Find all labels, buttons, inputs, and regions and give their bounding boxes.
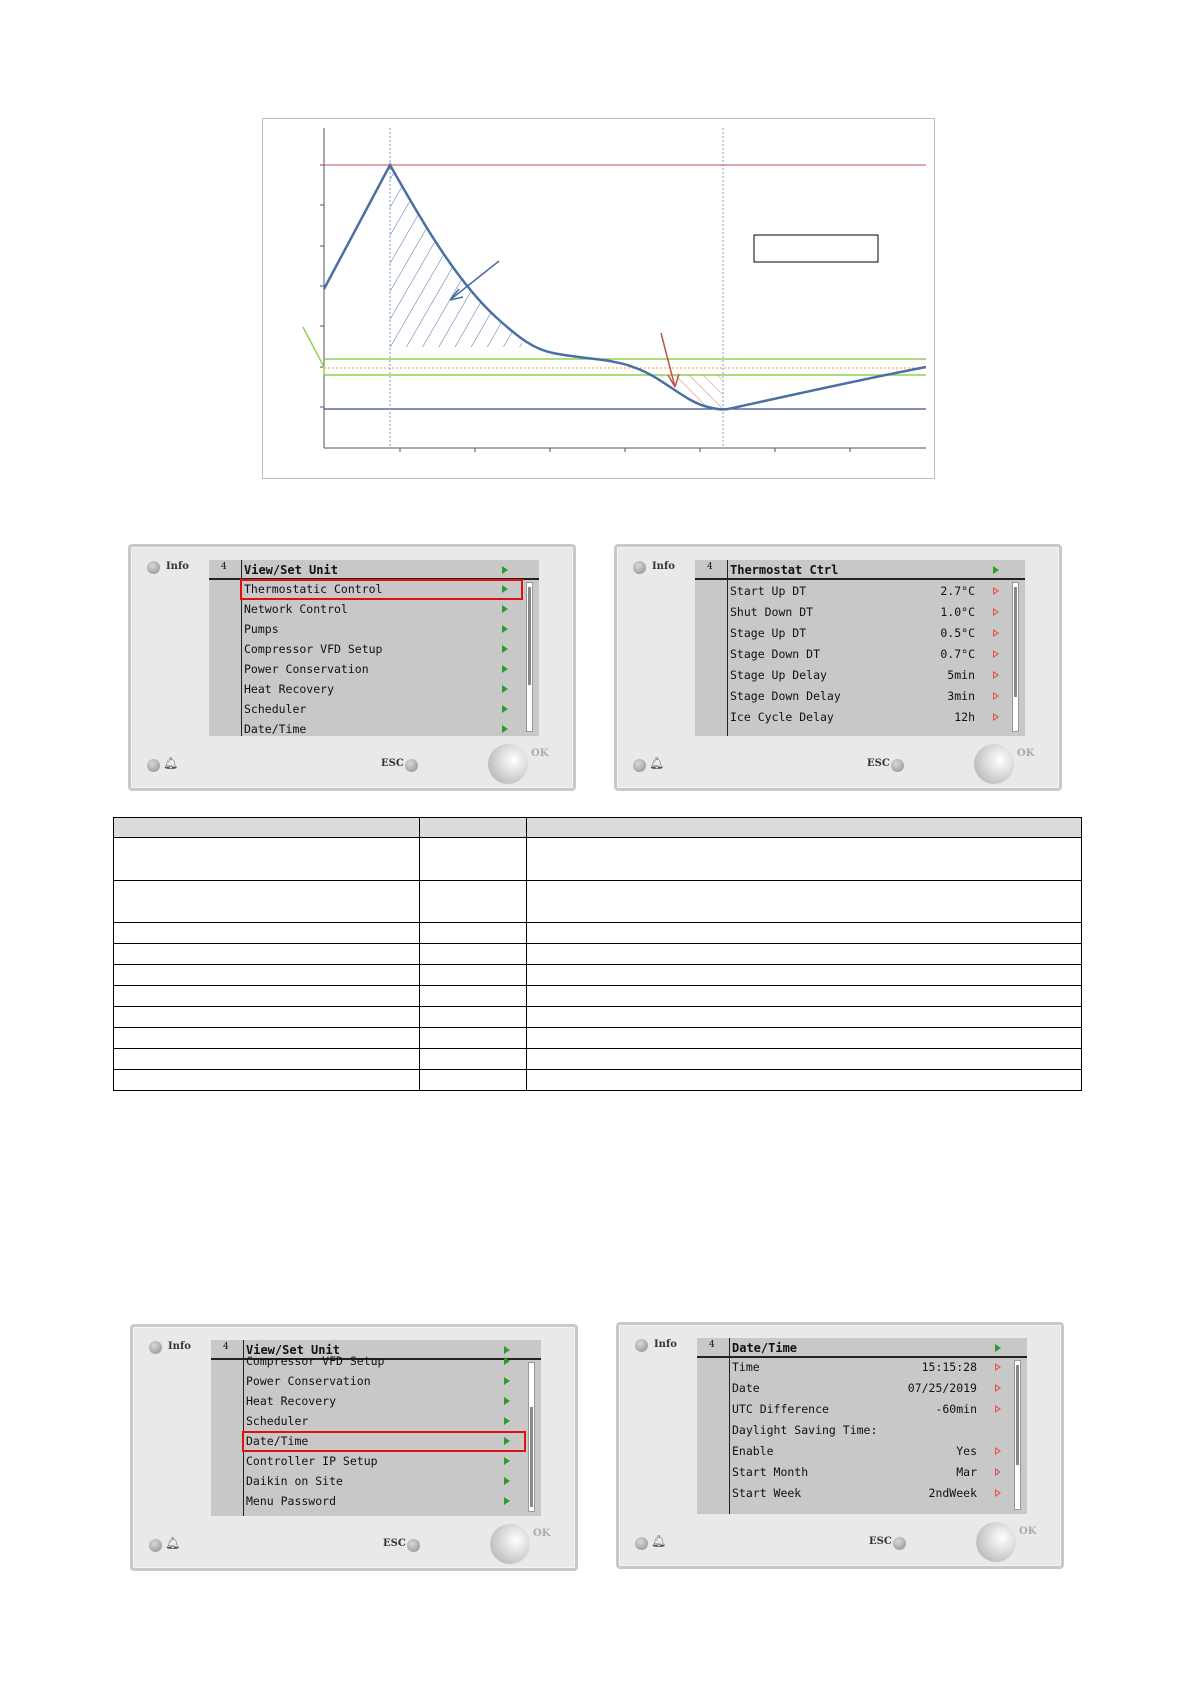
setting-label: Stage Down DT [730,647,821,661]
setting-value: -60min [935,1402,977,1416]
setting-value: 15:15:28 [921,1360,977,1374]
table-row [114,923,1082,944]
bell-icon[interactable]: 🔔︎ [651,1534,667,1548]
screen-divider [729,1338,730,1514]
table-row [114,1070,1082,1091]
setting-label: Stage Down Delay [730,689,841,703]
menu-item[interactable] [244,639,504,659]
info-label: Info [654,1339,677,1350]
scrollbar-thumb[interactable] [1016,1365,1019,1465]
chevron-right-icon [502,605,508,613]
menu-item-label: Heat Recovery [246,1394,337,1408]
menu-item-label: Power Conservation [246,1374,371,1388]
alarm-led[interactable] [635,1537,648,1550]
blue-hatched-area [390,159,530,349]
setting-label: Enable [732,1444,774,1458]
menu-item[interactable] [244,679,504,699]
esc-button[interactable] [407,1539,420,1552]
menu-item[interactable] [246,1351,506,1371]
title-arrow-icon [502,566,508,574]
ok-label: OK [531,748,549,759]
esc-button[interactable] [405,759,418,772]
lcd-screen [697,1338,1027,1514]
screen-divider [243,1340,244,1516]
info-led[interactable] [149,1341,162,1354]
setting-row[interactable] [732,1399,977,1419]
menu-item-label: Daikin on Site [246,1474,343,1488]
chevron-right-icon [504,1377,510,1385]
lcd-screen [211,1340,541,1516]
screen-number: 4 [707,562,713,572]
setting-label: Date [732,1381,760,1395]
menu-item-label: Power Conservation [244,662,369,676]
menu-item[interactable] [246,1471,506,1491]
selected-item-highlight [242,1431,526,1452]
setting-label: Stage Up DT [730,626,807,640]
table-header-cell [527,818,1082,838]
setting-row[interactable] [732,1357,977,1377]
chevron-right-icon [504,1397,510,1405]
setting-value: 0.5°C [940,626,975,640]
screen-divider [727,560,728,736]
menu-item[interactable] [246,1371,506,1391]
menu-item-label: Controller IP Setup [246,1454,378,1468]
menu-item-label: Network Control [244,602,348,616]
esc-button[interactable] [893,1537,906,1550]
menu-item-label: Compressor VFD Setup [246,1354,385,1368]
setting-value: 07/25/2019 [907,1381,977,1395]
table-row [114,1007,1082,1028]
edit-arrow-icon [993,713,999,721]
info-led[interactable] [147,561,160,574]
chevron-right-icon [504,1417,510,1425]
setting-value: 2.7°C [940,584,975,598]
chevron-right-icon [504,1477,510,1485]
menu-item-label: Date/Time [244,722,307,736]
screen-number: 4 [221,562,227,572]
menu-item-label: Compressor VFD Setup [244,642,383,656]
edit-arrow-icon [995,1447,1001,1455]
setting-value: 12h [954,710,975,724]
setting-value: 0.7°C [940,647,975,661]
bell-icon[interactable]: 🔔︎ [163,756,179,770]
setting-value: 1.0°C [940,605,975,619]
controller-panel-view-set-unit-2 [130,1324,578,1571]
setting-row[interactable] [730,644,975,664]
info-led[interactable] [635,1339,648,1352]
chevron-right-icon [502,645,508,653]
ok-knob[interactable] [488,744,528,784]
menu-item-label: Scheduler [246,1414,309,1428]
chevron-right-icon [502,705,508,713]
chevron-right-icon [504,1357,510,1365]
setting-label: Start Week [732,1486,802,1500]
chevron-right-icon [502,625,508,633]
chevron-right-icon [502,685,508,693]
esc-label: ESC [383,1538,406,1549]
setting-row[interactable] [730,707,975,727]
title-underline [695,578,1025,580]
menu-item[interactable] [244,599,504,619]
screen-title: Date/Time [732,1341,798,1355]
menu-item-label: Pumps [244,622,279,636]
edit-arrow-icon [993,608,999,616]
edit-arrow-icon [993,629,999,637]
setting-row[interactable] [730,623,975,643]
setting-row [732,1420,977,1440]
setting-value: Yes [956,1444,977,1458]
setting-label: Start Up DT [730,584,807,598]
table-row [114,881,1082,923]
bell-icon[interactable]: 🔔︎ [165,1536,181,1550]
menu-item[interactable] [246,1391,506,1411]
setting-row[interactable] [730,581,975,601]
scrollbar-thumb[interactable] [528,587,531,685]
ok-knob[interactable] [974,744,1014,784]
setting-value: 5min [947,668,975,682]
edit-arrow-icon [995,1363,1001,1371]
setting-label: Stage Up Delay [730,668,827,682]
esc-label: ESC [381,758,404,769]
scrollbar-thumb[interactable] [1014,587,1017,697]
esc-label: ESC [867,758,890,769]
menu-item[interactable] [246,1411,506,1431]
table-row [114,1049,1082,1070]
ok-label: OK [1019,1526,1037,1537]
setting-label: UTC Difference [732,1402,829,1416]
table-header-cell [114,818,420,838]
figure-svg [263,119,936,480]
table-row [114,965,1082,986]
ok-label: OK [1017,748,1035,759]
menu-item-label: Scheduler [244,702,307,716]
setting-value: 3min [947,689,975,703]
x-ticks [400,448,850,452]
setting-value: Mar [956,1465,977,1479]
ok-knob[interactable] [976,1522,1016,1562]
scrollbar[interactable] [528,1362,535,1512]
menu-item[interactable] [244,719,504,736]
esc-button[interactable] [891,759,904,772]
scrollbar[interactable] [526,582,533,732]
table-row [114,838,1082,881]
menu-item[interactable] [246,1451,506,1471]
menu-item[interactable] [246,1491,506,1511]
info-led[interactable] [633,561,646,574]
table-row [114,986,1082,1007]
setting-row[interactable] [732,1378,977,1398]
title-arrow-icon [993,566,999,574]
setting-label: Ice Cycle Delay [730,710,834,724]
edit-arrow-icon [995,1384,1001,1392]
edit-arrow-icon [995,1468,1001,1476]
screen-title: View/Set Unit [244,563,338,577]
bell-icon[interactable]: 🔔︎ [649,756,665,770]
chevron-right-icon [502,725,508,733]
controller-panel-view-set-unit [128,544,576,791]
screen-title: View/Set Unit [246,1343,340,1357]
setting-row[interactable] [730,686,975,706]
selected-item-highlight [240,579,523,600]
setting-label: Time [732,1360,760,1374]
setting-row[interactable] [732,1441,977,1461]
alarm-led[interactable] [633,759,646,772]
info-label: Info [652,561,675,572]
setting-label: Daylight Saving Time: [732,1423,878,1437]
edit-arrow-icon [993,650,999,658]
alarm-led[interactable] [147,759,160,772]
menu-item-label: Date/Time [246,1434,309,1448]
scrollbar[interactable] [1012,582,1019,732]
ok-label: OK [533,1528,551,1539]
controller-panel-thermostat-ctrl [614,544,1062,791]
table-header-row [114,818,1082,838]
controller-panel-date-time [616,1322,1064,1569]
esc-label: ESC [869,1536,892,1547]
menu-item[interactable] [244,699,504,719]
info-label: Info [168,1341,191,1352]
setting-row[interactable] [730,665,975,685]
setting-value: 2ndWeek [928,1486,977,1500]
menu-item-label: Thermostatic Control [244,582,383,596]
edit-arrow-icon [993,692,999,700]
ok-knob[interactable] [490,1524,530,1564]
table-header-cell [420,818,527,838]
edit-arrow-icon [993,587,999,595]
scrollbar-thumb[interactable] [530,1407,533,1507]
edit-arrow-icon [993,671,999,679]
green-lead-in [303,327,324,375]
menu-item[interactable] [244,619,504,639]
screen-title: Thermostat Ctrl [730,563,839,577]
setting-label: Start Month [732,1465,809,1479]
setting-row[interactable] [732,1483,977,1503]
title-arrow-icon [995,1344,1001,1352]
legend-box [754,235,878,262]
setting-label: Shut Down DT [730,605,814,619]
edit-arrow-icon [995,1405,1001,1413]
menu-item[interactable] [244,659,504,679]
table-row [114,1028,1082,1049]
alarm-led[interactable] [149,1539,162,1552]
chevron-right-icon [502,665,508,673]
lcd-screen [209,560,539,736]
red-hatched-area [658,375,723,409]
setting-row[interactable] [732,1462,977,1482]
screen-number: 4 [223,1342,229,1352]
menu-item-label: Menu Password [246,1494,337,1508]
info-label: Info [166,561,189,572]
edit-arrow-icon [995,1489,1001,1497]
chevron-right-icon [504,1457,510,1465]
screen-number: 4 [709,1340,715,1350]
scrollbar[interactable] [1014,1360,1021,1510]
chevron-right-icon [504,1497,510,1505]
settings-table [113,817,1082,1091]
lcd-screen [695,560,1025,736]
table-row [114,944,1082,965]
temperature-control-figure [262,118,935,479]
setting-row[interactable] [730,602,975,622]
menu-item-label: Heat Recovery [244,682,335,696]
